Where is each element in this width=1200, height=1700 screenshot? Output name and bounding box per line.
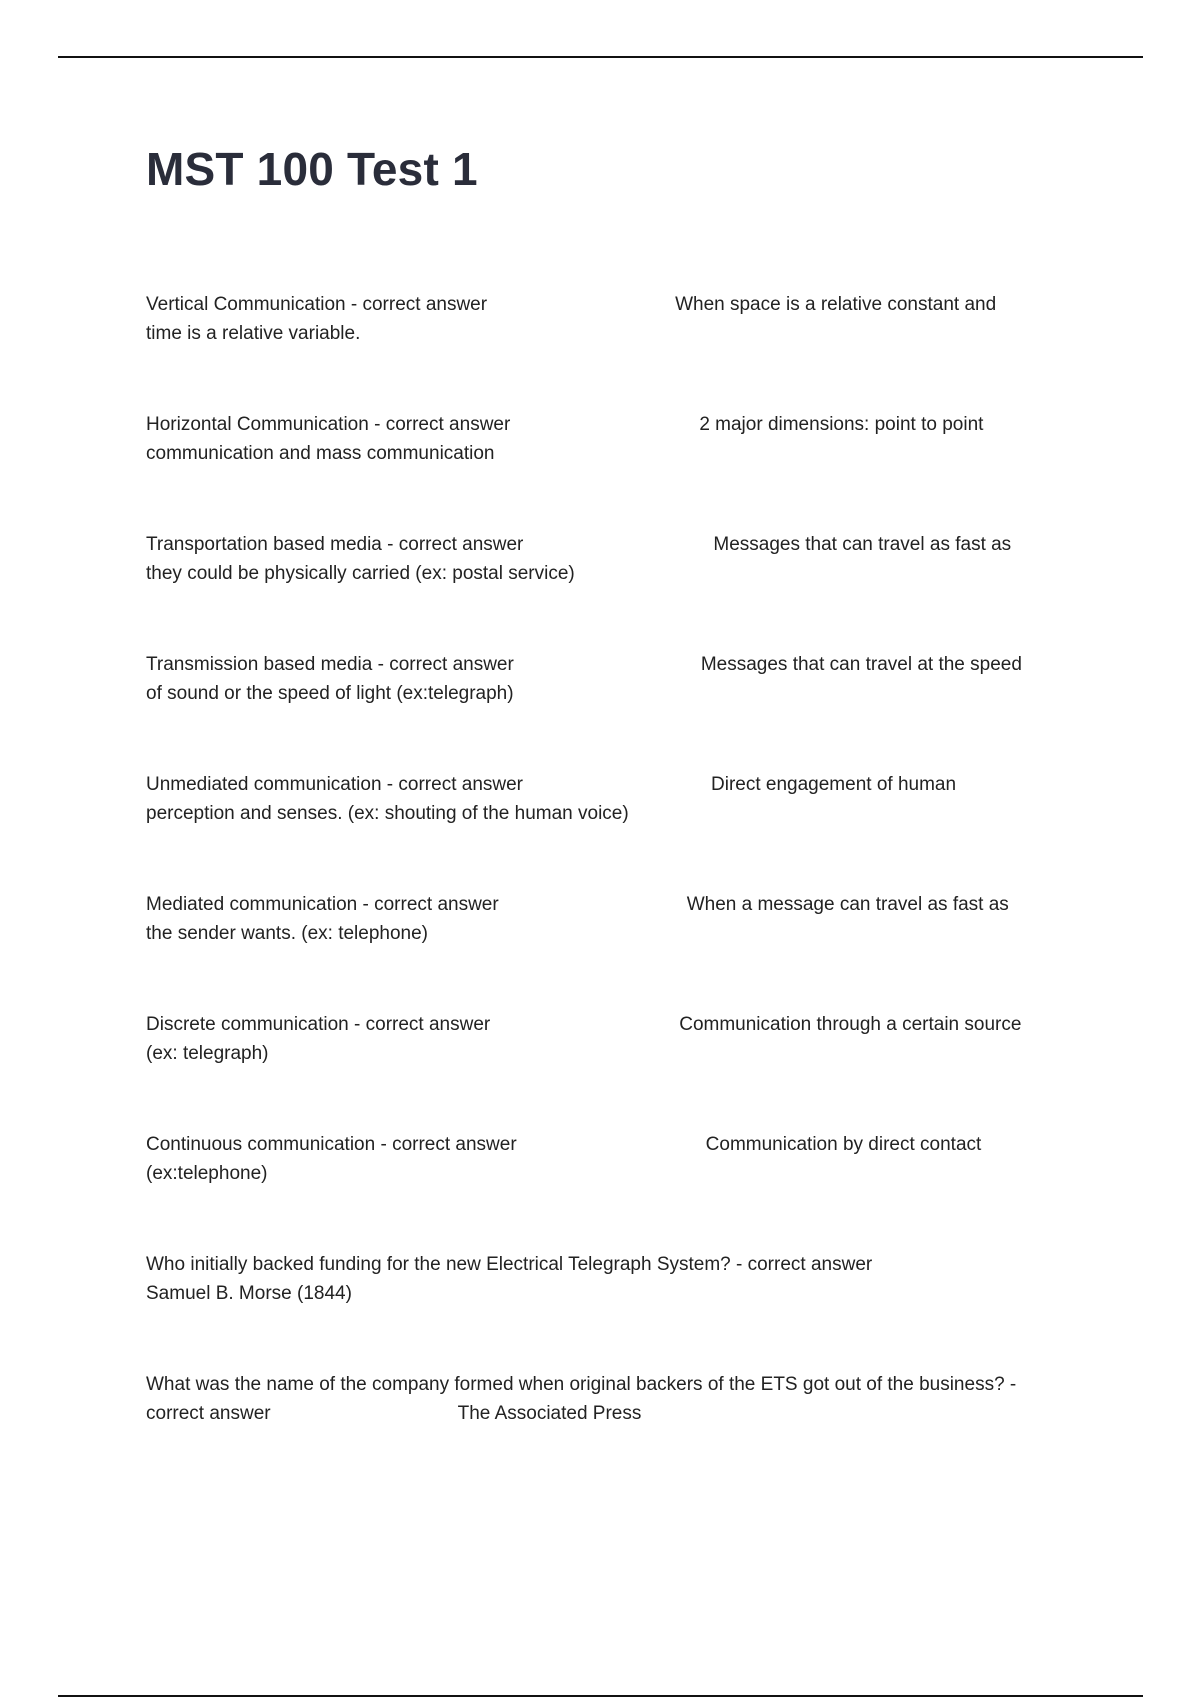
answer: When a message can travel as fast as [686,894,1009,915]
qa-item-vertical-communication [146,290,1086,348]
answer: Communication by direct contact [705,1134,982,1155]
term: Unmediated communication [146,774,382,795]
answer: Messages that can travel at the speed [700,654,1022,675]
answer-continued: the sender wants. (ex: telephone) [146,923,429,944]
qa-item-unmediated-communication [146,770,1086,828]
answer-continued: (ex: telegraph) [146,1043,269,1064]
qa-item-telegraph-funding [146,1250,1086,1308]
bottom-rule [58,1695,1143,1697]
answer-continued: of sound or the speed of light (ex:telegraph) [146,683,514,704]
separator: - correct answer [348,1014,491,1035]
answer-continued: communication and mass communication [146,443,495,464]
term: Horizontal Communication [146,414,369,435]
term: Vertical Communication [146,294,346,315]
question: What was the name of the company formed when original backers of the ETS got out of the business? - [146,1374,1017,1395]
separator: - correct answer [375,1134,517,1155]
question-continued: correct answer [146,1403,271,1424]
qa-item-horizontal-communication [146,410,1086,468]
answer: Messages that can travel as fast as [713,534,1012,555]
separator: - correct answer [372,654,514,675]
qa-item-continuous-communication [146,1130,1086,1188]
page-title: MST 100 Test 1 [146,143,478,195]
qa-item-transportation-based-media [146,530,1086,588]
separator: - correct answer [345,294,488,315]
answer: The Associated Press [457,1403,642,1424]
qa-item-mediated-communication [146,890,1086,948]
separator: - correct answer [381,534,524,555]
answer: Samuel B. Morse (1844) [146,1283,352,1304]
qa-item-discrete-communication [146,1010,1086,1068]
answer: When space is a relative constant and [675,294,997,315]
answer: Direct engagement of human [711,774,957,795]
separator: - correct answer [368,414,511,435]
term: Discrete communication [146,1014,349,1035]
term: Mediated communication [146,894,358,915]
answer: 2 major dimensions: point to point [699,414,984,435]
question: Who initially backed funding for the new Electrical Telegraph System? - correct answer [146,1254,873,1275]
answer-continued: time is a relative variable. [146,323,361,344]
answer-continued: perception and senses. (ex: shouting of the human voice) [146,803,629,824]
separator: - correct answer [357,894,499,915]
answer-continued: they could be physically carried (ex: postal service) [146,563,575,584]
answer-continued: (ex:telephone) [146,1163,268,1184]
separator: - correct answer [381,774,523,795]
term: Continuous communication [146,1134,376,1155]
term: Transportation based media [146,534,382,555]
term: Transmission based media [146,654,373,675]
qa-item-transmission-based-media [146,650,1086,708]
top-rule [58,56,1143,58]
answer: Communication through a certain source [679,1014,1022,1035]
qa-item-ets-company [146,1370,1086,1428]
